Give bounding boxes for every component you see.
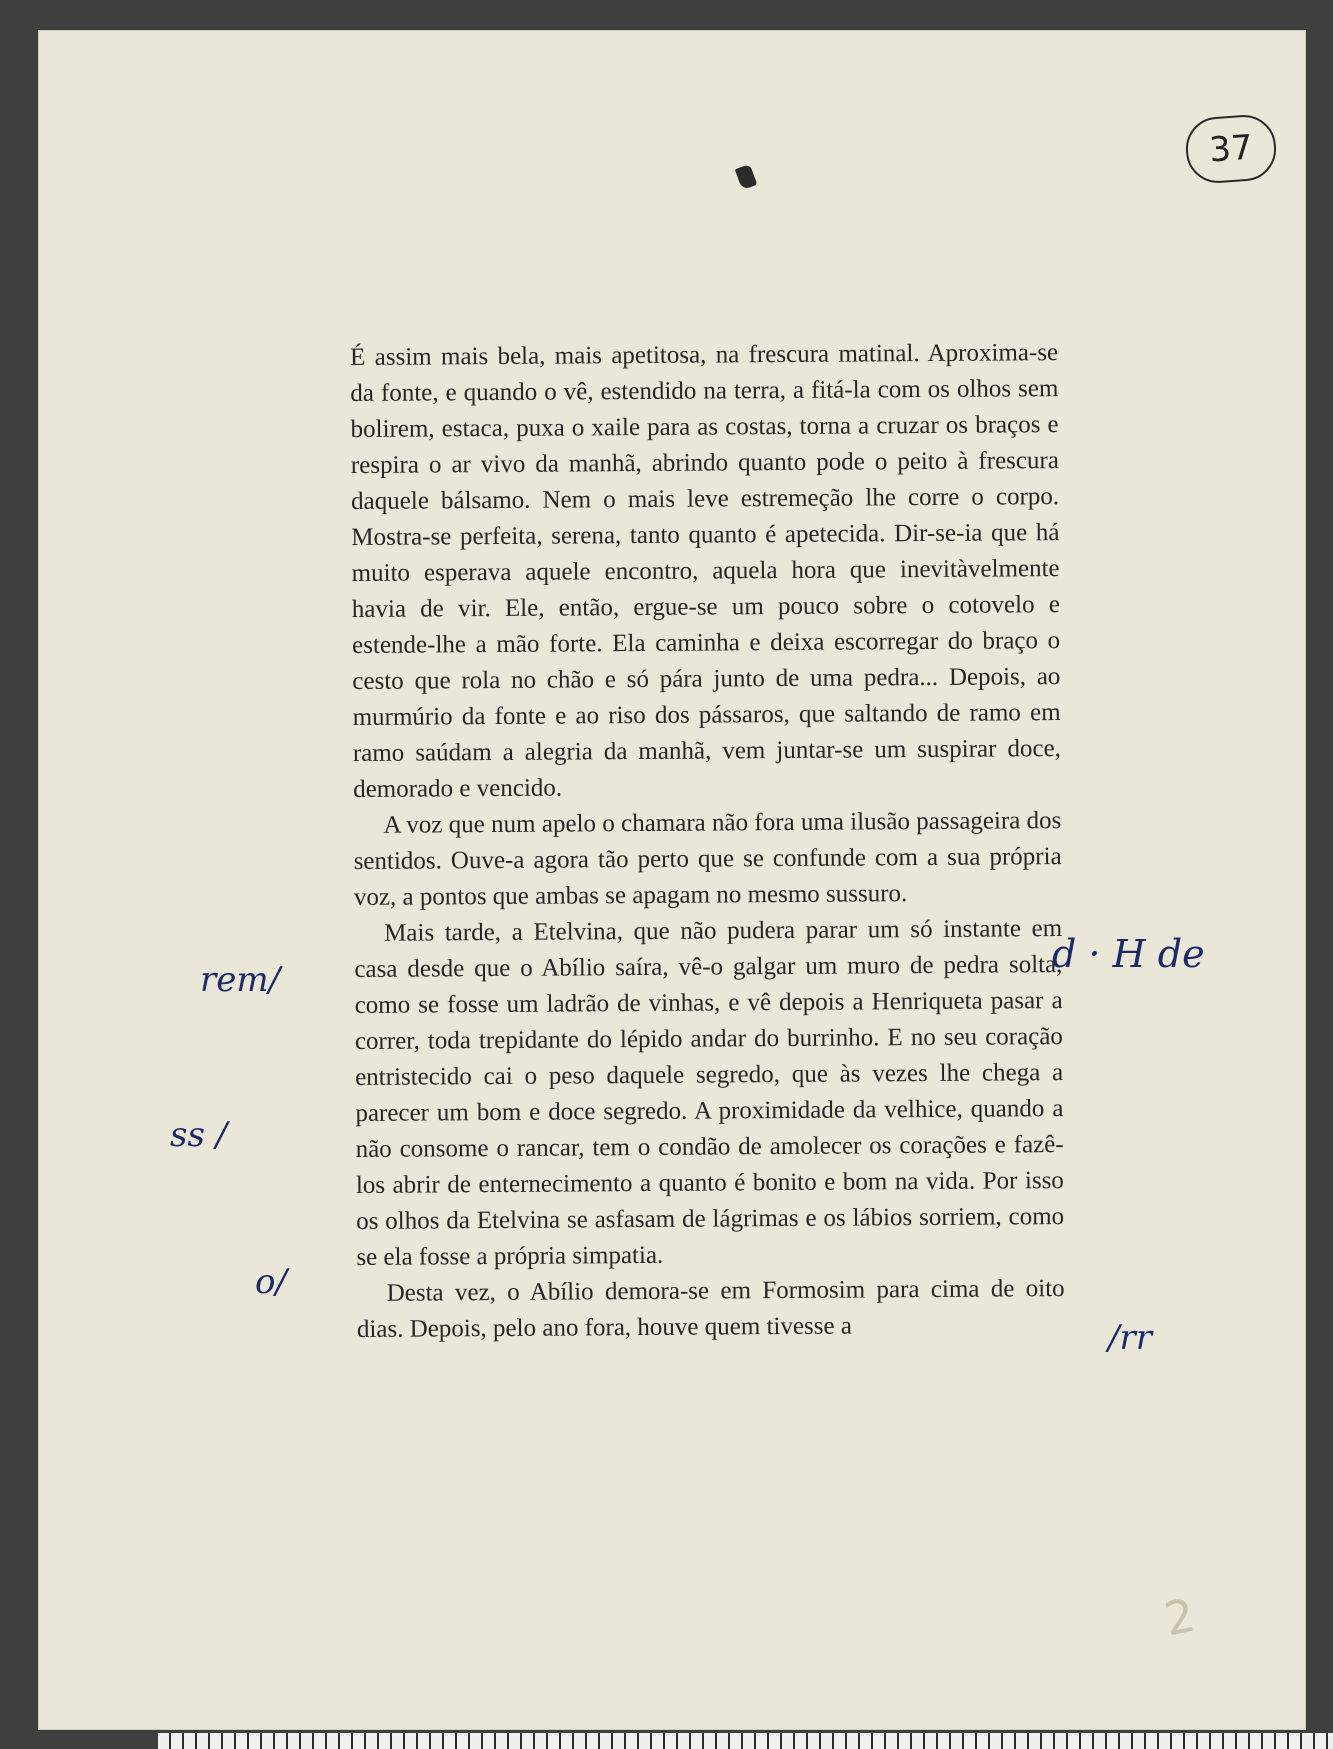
proof-mark-rr: /rr — [1108, 1318, 1152, 1358]
paragraph-2: A voz que num apelo o chamara não fora uma ilusão passageira dos sentidos. Ouve-a agora tão perto que se confunde com a sua própria voz, a pontos que ambas se apagam no mesmo sussuro. — [353, 807, 1062, 911]
scale-ruler — [158, 1733, 1333, 1749]
paragraph-4: Desta vez, o Abílio demora-se em Formosim para cima de oito dias. Depois, pelo ano fora, houve quem tivesse a — [356, 1275, 1065, 1343]
proof-mark-ss: ss / — [170, 1115, 228, 1155]
proof-mark-h-de: d · H de — [1052, 932, 1205, 976]
proof-mark-o: o/ — [255, 1262, 287, 1302]
proof-mark-rem: rem/ — [200, 960, 281, 1000]
body-text — [350, 335, 1065, 1348]
folio-number-circle — [1184, 113, 1278, 185]
pencil-annotation: 2 — [1159, 1587, 1200, 1647]
paragraph-3: Mais tarde, a Etelvina, que não pudera parar um só instante em casa desde que o Abílio saíra, vê-o galgar um muro de pedra solta, como se fosse um ladrão de vinhas, e vê depois a Henriqueta pasar a correr, toda trepidante do lépido andar do burrinho. E no seu coração entristecido cai o peso daquele segredo, que às vezes lhe chega a parecer um bom e doce segredo. A proximidade da velhice, quando a não consome o rancar, tem o condão de amolecer os corações e fazê-los abrir de enternecimento a quanto é bonito e bom na vida. Por isso os olhos da Etelvina se asfasam de lágrimas e os lábios sorriem, como se ela fosse a própria simpatia. — [354, 915, 1065, 1271]
folio-number: 37 — [1208, 127, 1254, 171]
paragraph-1: É assim mais bela, mais apetitosa, na frescura matinal. Aproxima-se da fonte, e quando o vê, estendido na terra, a fitá-la com os olhos sem bolirem, estaca, puxa o xaile para as costas, torna a cruzar os braços e respira o ar vivo da manhã, abrindo quanto pode o peito à frescura daquele bálsamo. Nem o mais leve estremeção lhe corre o corpo. Mostra-se perfeita, serena, tanto quanto é apetecida. Dir-se-ia que há muito esperava aquele encontro, aquela hora que inevitàvelmente havia de vir. Ele, então, ergue-se um pouco sobre o cotovelo e estende-lhe a mão forte. Ela caminha e deixa escorregar do braço o cesto que rola no chão e só pára junto de uma pedra... Depois, ao murmúrio da fonte e ao riso dos pássaros, que saltando de ramo em ramo saúdam a alegria da manhã, vem juntar-se um suspirar doce, demorado e vencido. — [350, 339, 1061, 803]
